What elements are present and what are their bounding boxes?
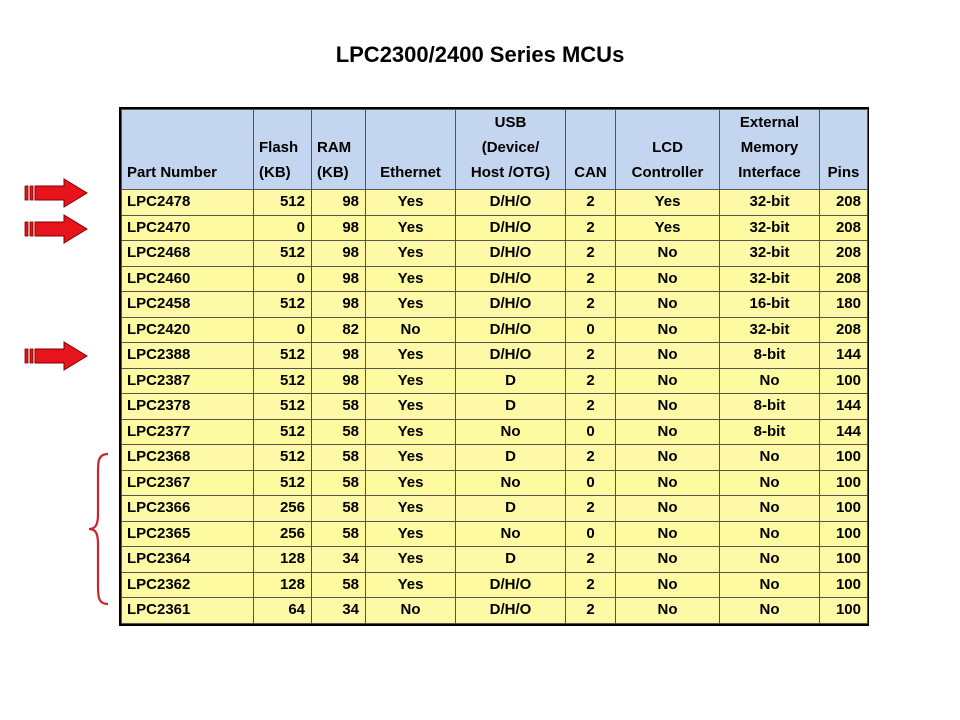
cell-flash: 512 <box>254 419 312 445</box>
cell-flash: 512 <box>254 445 312 471</box>
cell-usb: D/H/O <box>456 292 566 318</box>
cell-pins: 208 <box>820 266 868 292</box>
cell-part-number: LPC2468 <box>122 241 254 267</box>
cell-usb: D/H/O <box>456 317 566 343</box>
cell-lcd-controller: No <box>616 521 720 547</box>
cell-flash: 128 <box>254 572 312 598</box>
cell-ram: 98 <box>312 368 366 394</box>
cell-can: 2 <box>566 598 616 624</box>
cell-external-memory: No <box>720 496 820 522</box>
cell-can: 2 <box>566 445 616 471</box>
cell-external-memory: No <box>720 572 820 598</box>
cell-usb: D/H/O <box>456 241 566 267</box>
cell-flash: 512 <box>254 368 312 394</box>
header-external-memory: External Memory Interface <box>720 110 820 190</box>
mcu-table <box>121 109 868 624</box>
right-arrow-icon <box>24 178 88 208</box>
cell-part-number: LPC2458 <box>122 292 254 318</box>
cell-usb: No <box>456 521 566 547</box>
cell-pins: 100 <box>820 496 868 522</box>
cell-ethernet: Yes <box>366 292 456 318</box>
cell-ethernet: No <box>366 598 456 624</box>
cell-ram: 58 <box>312 572 366 598</box>
cell-flash: 512 <box>254 394 312 420</box>
cell-lcd-controller: No <box>616 547 720 573</box>
cell-ethernet: Yes <box>366 343 456 369</box>
cell-can: 0 <box>566 317 616 343</box>
cell-pins: 180 <box>820 292 868 318</box>
cell-flash: 256 <box>254 496 312 522</box>
cell-pins: 144 <box>820 343 868 369</box>
cell-usb: No <box>456 419 566 445</box>
header-pins: Pins <box>820 110 868 190</box>
table-row <box>122 266 868 292</box>
cell-lcd-controller: No <box>616 572 720 598</box>
cell-lcd-controller: No <box>616 292 720 318</box>
cell-part-number: LPC2366 <box>122 496 254 522</box>
cell-pins: 100 <box>820 521 868 547</box>
right-arrow-icon <box>24 214 88 244</box>
header-usb: USB (Device/ Host /OTG) <box>456 110 566 190</box>
table-row <box>122 394 868 420</box>
cell-lcd-controller: No <box>616 266 720 292</box>
cell-pins: 144 <box>820 419 868 445</box>
cell-usb: D <box>456 368 566 394</box>
cell-ram: 98 <box>312 241 366 267</box>
cell-usb: D/H/O <box>456 266 566 292</box>
cell-lcd-controller: No <box>616 470 720 496</box>
cell-pins: 100 <box>820 547 868 573</box>
cell-ethernet: Yes <box>366 394 456 420</box>
cell-pins: 100 <box>820 598 868 624</box>
table-row <box>122 317 868 343</box>
cell-pins: 100 <box>820 572 868 598</box>
header-ram: RAM (KB) <box>312 110 366 190</box>
cell-ram: 98 <box>312 190 366 216</box>
cell-ram: 98 <box>312 343 366 369</box>
cell-flash: 0 <box>254 215 312 241</box>
cell-ram: 58 <box>312 394 366 420</box>
cell-can: 2 <box>566 190 616 216</box>
cell-part-number: LPC2470 <box>122 215 254 241</box>
cell-lcd-controller: No <box>616 241 720 267</box>
cell-flash: 0 <box>254 317 312 343</box>
cell-pins: 208 <box>820 241 868 267</box>
header-lcd-controller: LCD Controller <box>616 110 720 190</box>
cell-pins: 208 <box>820 317 868 343</box>
cell-part-number: LPC2387 <box>122 368 254 394</box>
cell-part-number: LPC2420 <box>122 317 254 343</box>
cell-can: 0 <box>566 419 616 445</box>
header-can: CAN <box>566 110 616 190</box>
table-row <box>122 598 868 624</box>
cell-external-memory: 32-bit <box>720 215 820 241</box>
cell-lcd-controller: No <box>616 368 720 394</box>
cell-usb: D <box>456 445 566 471</box>
cell-usb: D/H/O <box>456 190 566 216</box>
cell-part-number: LPC2460 <box>122 266 254 292</box>
cell-flash: 512 <box>254 343 312 369</box>
cell-usb: D/H/O <box>456 572 566 598</box>
cell-external-memory: 32-bit <box>720 317 820 343</box>
cell-can: 2 <box>566 368 616 394</box>
cell-ethernet: Yes <box>366 496 456 522</box>
cell-usb: No <box>456 470 566 496</box>
cell-usb: D/H/O <box>456 598 566 624</box>
cell-lcd-controller: No <box>616 419 720 445</box>
table-row <box>122 419 868 445</box>
cell-ram: 58 <box>312 470 366 496</box>
cell-external-memory: 8-bit <box>720 343 820 369</box>
cell-pins: 100 <box>820 470 868 496</box>
cell-external-memory: 32-bit <box>720 190 820 216</box>
cell-ram: 98 <box>312 292 366 318</box>
cell-ram: 58 <box>312 521 366 547</box>
cell-external-memory: 32-bit <box>720 266 820 292</box>
table-row <box>122 292 868 318</box>
cell-flash: 128 <box>254 547 312 573</box>
table-row <box>122 445 868 471</box>
header-ethernet: Ethernet <box>366 110 456 190</box>
cell-usb: D <box>456 547 566 573</box>
cell-external-memory: No <box>720 470 820 496</box>
cell-flash: 512 <box>254 241 312 267</box>
cell-flash: 512 <box>254 292 312 318</box>
cell-usb: D/H/O <box>456 343 566 369</box>
table-row <box>122 470 868 496</box>
cell-part-number: LPC2365 <box>122 521 254 547</box>
cell-flash: 64 <box>254 598 312 624</box>
cell-usb: D/H/O <box>456 215 566 241</box>
cell-external-memory: No <box>720 521 820 547</box>
cell-ethernet: Yes <box>366 190 456 216</box>
cell-usb: D <box>456 496 566 522</box>
page-title: LPC2300/2400 Series MCUs <box>335 42 625 67</box>
cell-external-memory: No <box>720 598 820 624</box>
cell-ram: 82 <box>312 317 366 343</box>
cell-external-memory: 8-bit <box>720 394 820 420</box>
cell-ethernet: Yes <box>366 241 456 267</box>
cell-ram: 98 <box>312 266 366 292</box>
table-row <box>122 368 868 394</box>
cell-flash: 512 <box>254 190 312 216</box>
cell-external-memory: 16-bit <box>720 292 820 318</box>
cell-flash: 0 <box>254 266 312 292</box>
cell-pins: 100 <box>820 445 868 471</box>
cell-can: 2 <box>566 572 616 598</box>
mcu-table-container <box>119 107 869 626</box>
cell-part-number: LPC2368 <box>122 445 254 471</box>
cell-lcd-controller: No <box>616 343 720 369</box>
table-row <box>122 215 868 241</box>
cell-can: 2 <box>566 266 616 292</box>
cell-lcd-controller: No <box>616 317 720 343</box>
cell-ram: 34 <box>312 547 366 573</box>
cell-can: 2 <box>566 547 616 573</box>
table-row <box>122 343 868 369</box>
cell-ethernet: Yes <box>366 470 456 496</box>
cell-ethernet: Yes <box>366 547 456 573</box>
cell-usb: D <box>456 394 566 420</box>
table-row <box>122 572 868 598</box>
cell-ram: 98 <box>312 215 366 241</box>
header-flash: Flash (KB) <box>254 110 312 190</box>
cell-part-number: LPC2361 <box>122 598 254 624</box>
cell-lcd-controller: No <box>616 394 720 420</box>
cell-can: 0 <box>566 521 616 547</box>
cell-pins: 144 <box>820 394 868 420</box>
cell-ethernet: Yes <box>366 572 456 598</box>
cell-lcd-controller: No <box>616 496 720 522</box>
cell-lcd-controller: No <box>616 598 720 624</box>
cell-ram: 58 <box>312 419 366 445</box>
header-part-number: Part Number <box>122 110 254 190</box>
cell-can: 2 <box>566 292 616 318</box>
table-row <box>122 190 868 216</box>
cell-can: 2 <box>566 241 616 267</box>
cell-ethernet: No <box>366 317 456 343</box>
table-row <box>122 547 868 573</box>
cell-part-number: LPC2364 <box>122 547 254 573</box>
cell-flash: 512 <box>254 470 312 496</box>
cell-ram: 58 <box>312 445 366 471</box>
cell-can: 2 <box>566 496 616 522</box>
cell-pins: 100 <box>820 368 868 394</box>
cell-ethernet: Yes <box>366 368 456 394</box>
cell-part-number: LPC2362 <box>122 572 254 598</box>
cell-external-memory: No <box>720 368 820 394</box>
cell-external-memory: No <box>720 445 820 471</box>
table-row <box>122 521 868 547</box>
right-arrow-icon <box>24 341 88 371</box>
cell-ram: 58 <box>312 496 366 522</box>
cell-part-number: LPC2388 <box>122 343 254 369</box>
cell-flash: 256 <box>254 521 312 547</box>
table-row <box>122 241 868 267</box>
cell-part-number: LPC2378 <box>122 394 254 420</box>
cell-lcd-controller: No <box>616 445 720 471</box>
cell-part-number: LPC2478 <box>122 190 254 216</box>
cell-ethernet: Yes <box>366 266 456 292</box>
table-row <box>122 496 868 522</box>
cell-can: 2 <box>566 394 616 420</box>
left-brace-icon <box>86 452 110 606</box>
cell-external-memory: 32-bit <box>720 241 820 267</box>
table-header-row <box>122 110 868 190</box>
cell-external-memory: No <box>720 547 820 573</box>
cell-can: 2 <box>566 343 616 369</box>
cell-part-number: LPC2377 <box>122 419 254 445</box>
cell-external-memory: 8-bit <box>720 419 820 445</box>
cell-lcd-controller: Yes <box>616 215 720 241</box>
cell-can: 2 <box>566 215 616 241</box>
cell-pins: 208 <box>820 215 868 241</box>
cell-ethernet: Yes <box>366 521 456 547</box>
table-body <box>122 190 868 624</box>
cell-pins: 208 <box>820 190 868 216</box>
cell-ethernet: Yes <box>366 419 456 445</box>
cell-ethernet: Yes <box>366 445 456 471</box>
cell-ethernet: Yes <box>366 215 456 241</box>
cell-can: 0 <box>566 470 616 496</box>
cell-lcd-controller: Yes <box>616 190 720 216</box>
cell-ram: 34 <box>312 598 366 624</box>
cell-part-number: LPC2367 <box>122 470 254 496</box>
